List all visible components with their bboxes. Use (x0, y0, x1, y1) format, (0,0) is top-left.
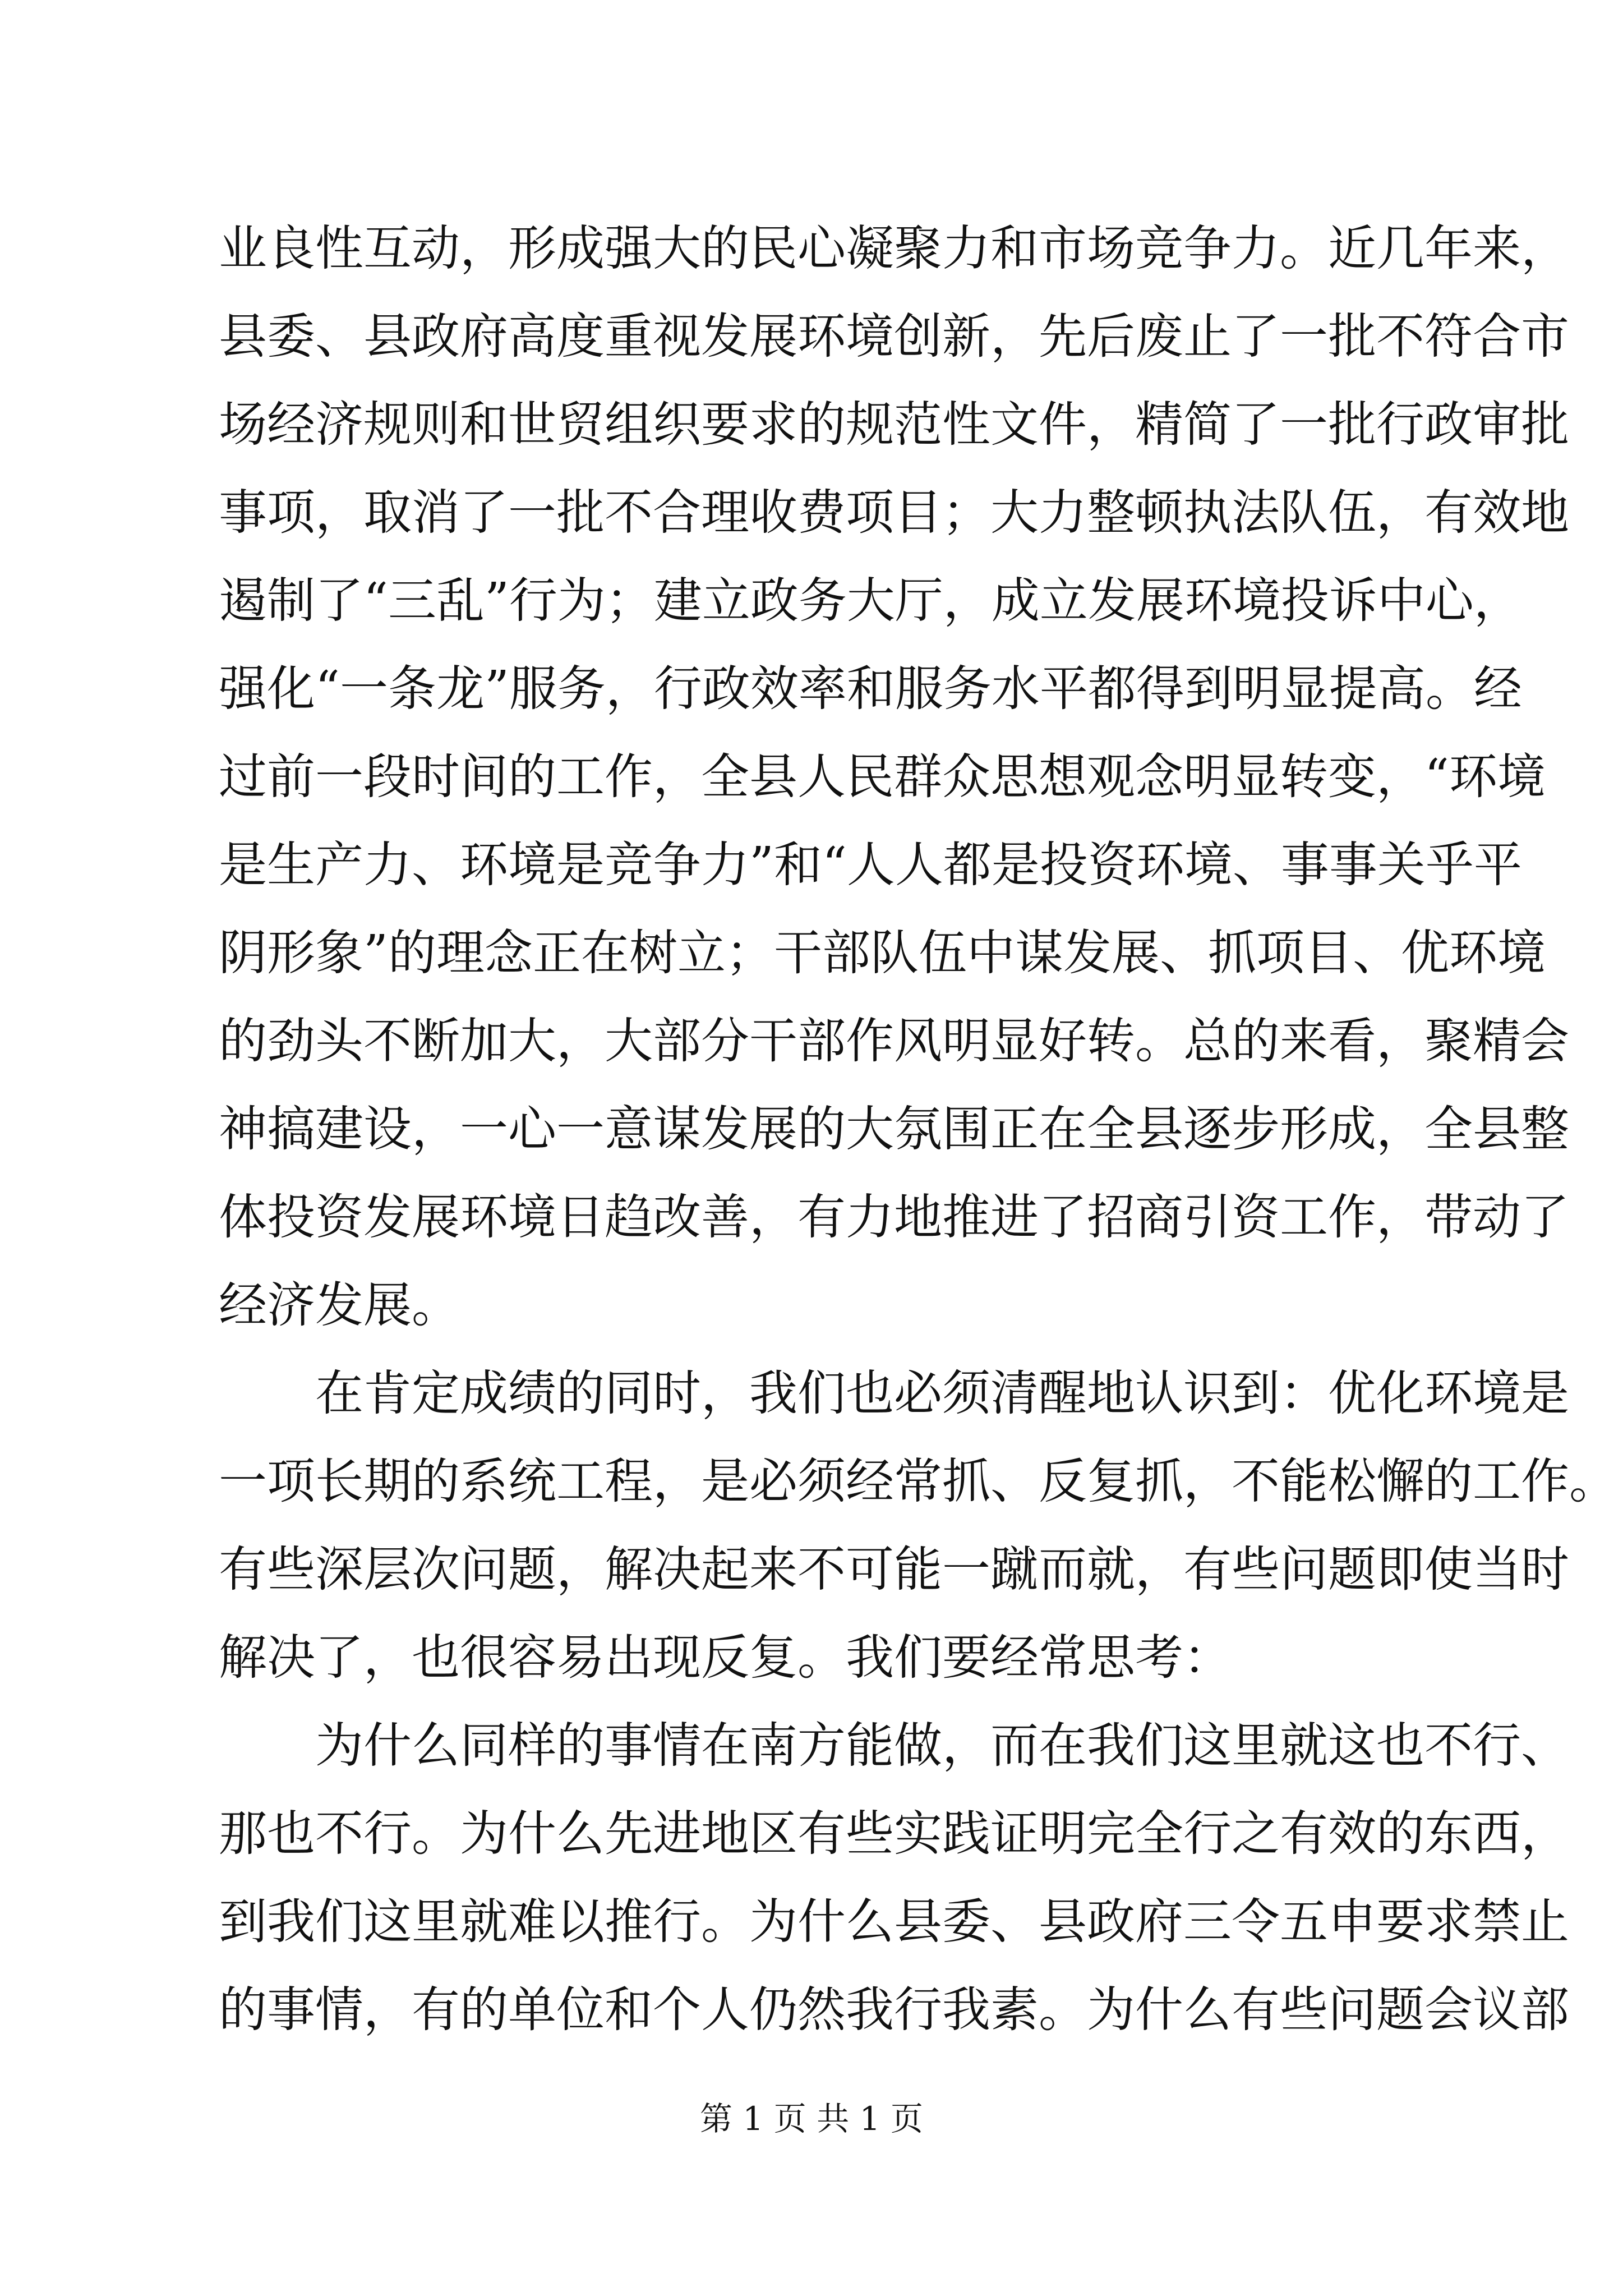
text-line: 一项长期的系统工程，是必须经常抓、反复抓，不能松懈的工作。 (219, 1453, 1617, 1510)
text-line: 过前一段时间的工作，全县人民群众思想观念明显转变，“环境 (219, 749, 1546, 805)
paragraph (219, 1702, 1569, 2054)
text-line: 的事情，有的单位和个人仍然我行我素。为什么有些问题会议部 (219, 1982, 1569, 2038)
paragraph (219, 1350, 1617, 1702)
text-line: 强化“一条龙”服务，行政效率和服务水平都得到明显提高。经 (219, 661, 1522, 717)
text-line: 到我们这里就难以推行。为什么县委、县政府三令五申要求禁止 (219, 1894, 1569, 1950)
text-line: 场经济规则和世贸组织要求的规范性文件，精简了一批行政审批 (219, 397, 1569, 453)
text-line: 遏制了“三乱”行为；建立政务大厅，成立发展环境投诉中心， (219, 573, 1522, 629)
text-line: 体投资发展环境日趋改善，有力地推进了招商引资工作，带动了 (219, 1189, 1569, 1245)
page-footer: 第 1 页 共 1 页 (700, 2100, 923, 2138)
text-line: 是生产力、环境是竞争力”和“人人都是投资环境、事事关乎平 (219, 837, 1522, 893)
text-line: 解决了，也很容易出现反复。我们要经常思考： (219, 1630, 1232, 1686)
text-line: 阴形象”的理念正在树立；干部队伍中谋发展、抓项目、优环境 (219, 925, 1546, 981)
text-line: 事项，取消了一批不合理收费项目；大力整顿执法队伍，有效地 (219, 485, 1569, 541)
text-line: 业良性互动，形成强大的民心凝聚力和市场竞争力。近几年来， (219, 220, 1569, 277)
text-line: 在肯定成绩的同时，我们也必须清醒地认识到：优化环境是 (315, 1365, 1569, 1421)
text-line: 的劲头不断加大，大部分干部作风明显好转。总的来看，聚精会 (219, 1013, 1569, 1069)
text-line: 经济发展。 (219, 1277, 460, 1333)
text-line: 县委、县政府高度重视发展环境创新，先后废止了一批不符合市 (219, 309, 1569, 365)
text-line: 神搞建设，一心一意谋发展的大氛围正在全县逐步形成，全县整 (219, 1101, 1569, 1157)
text-line: 为什么同样的事情在南方能做，而在我们这里就这也不行、 (315, 1718, 1569, 1774)
text-line: 有些深层次问题，解决起来不可能一蹴而就，有些问题即使当时 (219, 1542, 1569, 1598)
text-line: 那也不行。为什么先进地区有些实践证明完全行之有效的东西， (219, 1806, 1569, 1862)
paragraph (219, 205, 1569, 1350)
document-body (219, 205, 1617, 2054)
